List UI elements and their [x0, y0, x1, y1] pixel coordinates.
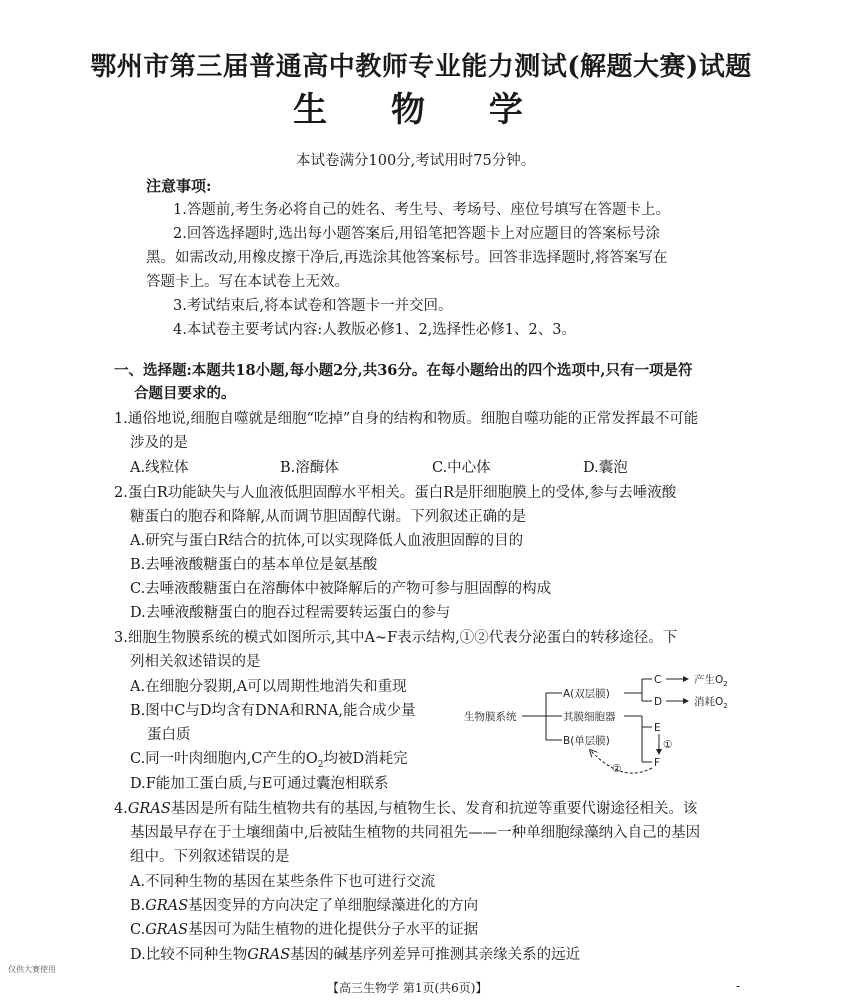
- q2-option-b: B.去唾液酸糖蛋白的基本单位是氨基酸: [130, 557, 378, 573]
- diagram-node-d: D: [654, 696, 663, 708]
- q2-stem-line2: 糖蛋白的胞吞和降解,从而调节胆固醇代谢。下列叙述正确的是: [130, 509, 527, 525]
- q2-stem-line1: 2.蛋白R功能缺失与人血液低胆固醇水平相关。蛋白R是肝细胞膜上的受体,参与去唾液酸: [114, 485, 677, 501]
- q4-option-a: A.不同种生物的基因在某些条件下也可进行交流: [130, 874, 436, 890]
- q4-option-d: D.比较不同种生物GRAS基因的碱基序列差异可推测其亲缘关系的远近: [130, 947, 581, 963]
- q4-stem-line2: 基因最早存在于土壤细菌中,后被陆生植物的共同祖先——一种单细胞绿藻纳入自己的基因: [130, 825, 701, 841]
- note-line-3: 黑。如需改动,用橡皮擦干净后,再选涂其他答案标号。回答非选择题时,将答案写在: [146, 250, 668, 266]
- q3-option-b-line1: B.图中C与D均含有DNA和RNA,能合成少量: [130, 703, 416, 719]
- q3-option-b-line2: 蛋白质: [147, 727, 191, 743]
- diagram-node-f: F: [654, 757, 661, 769]
- diagram-node-organelle: 其膜细胞器: [563, 711, 616, 723]
- diagram-path-2-label: ②: [612, 763, 622, 775]
- diagram-path-1-label: ①: [663, 739, 673, 751]
- exam-info: 本试卷满分100分,考试用时75分钟。: [296, 153, 536, 169]
- q2-option-d: D.去唾液酸糖蛋白的胞吞过程需要转运蛋白的参与: [130, 605, 451, 621]
- membrane-system-diagram: [462, 668, 742, 780]
- q3-option-c: C.同一叶肉细胞内,C产生的$O_2$均被D消耗完: [130, 751, 408, 770]
- exam-title: 鄂州市第三届普通高中教师专业能力测试(解题大赛)试题: [90, 52, 752, 82]
- note-line-1: 1.答题前,考生务必将自己的姓名、考生号、考场号、座位号填写在答题卡上。: [173, 202, 670, 218]
- section-heading-line1: 一、选择题:本题共18小题,每小题2分,共36分。在每小题给出的四个选项中,只有一项是符: [114, 362, 693, 379]
- note-line-5: 3.考试结束后,将本试卷和答题卡一并交回。: [173, 298, 453, 314]
- q4-stem-line3: 组中。下列叙述错误的是: [130, 849, 290, 865]
- diagram-node-e: E: [654, 722, 661, 734]
- note-line-6: 4.本试卷主要考试内容:人教版必修1、2,选择性必修1、2、3。: [173, 322, 576, 338]
- page-footer: 【高三生物学 第1页(共6页)】: [327, 981, 488, 995]
- diagram-root-label: 生物膜系统: [464, 711, 517, 723]
- diagram-node-a: A(双层膜): [563, 688, 610, 700]
- q3-option-a: A.在细胞分裂期,A可以周期性地消失和重现: [130, 679, 407, 695]
- q4-stem-line1: 4.GRAS基因是所有陆生植物共有的基因,与植物生长、发育和抗逆等重要代谢途径相关。该: [114, 801, 698, 817]
- section-heading-line2: 合题目要求的。: [134, 385, 236, 402]
- q3-stem-line2: 列相关叙述错误的是: [130, 654, 261, 670]
- notes-heading: 注意事项:: [146, 177, 212, 195]
- q3-stem-line1: 3.细胞生物膜系统的模式如图所示,其中A~F表示结构,①②代表分泌蛋白的转移途径。下: [114, 630, 678, 646]
- q1-option-a: A.线粒体: [130, 460, 189, 476]
- q3-option-d: D.F能加工蛋白质,与E可通过囊泡相联系: [130, 776, 389, 792]
- q1-option-b: B.溶酶体: [280, 460, 339, 476]
- q1-stem-line2: 涉及的是: [130, 435, 188, 451]
- q2-option-a: A.研究与蛋白R结合的抗体,可以实现降低人血液胆固醇的目的: [130, 533, 524, 549]
- watermark-text: 仅供大赛使用: [8, 965, 56, 974]
- q1-option-d: D.囊泡: [583, 460, 628, 476]
- note-line-2: 2.回答选择题时,选出每小题答案后,用铅笔把答题卡上对应题目的答案标号涂: [173, 226, 661, 242]
- q4-option-b: B.GRAS基因变异的方向决定了单细胞绿藻进化的方向: [130, 898, 479, 914]
- footer-mark: -: [736, 979, 741, 993]
- diagram-node-c: C: [654, 674, 662, 686]
- q4-option-c: C.GRAS基因可为陆生植物的进化提供分子水平的证据: [130, 922, 479, 938]
- q1-stem-line1: 1.通俗地说,细胞自噬就是细胞“吃掉”自身的结构和物质。细胞自噬功能的正常发挥最不可能: [114, 411, 699, 427]
- diagram-node-b: B(单层膜): [563, 735, 610, 747]
- diagram-produce-label: 产生$O_2$: [694, 674, 728, 688]
- subject-title: 生 物 学: [293, 90, 549, 130]
- note-line-4: 答题卡上。写在本试卷上无效。: [146, 274, 349, 290]
- diagram-consume-label: 消耗$O_2$: [694, 696, 728, 710]
- q2-option-c: C.去唾液酸糖蛋白在溶酶体中被降解后的产物可参与胆固醇的构成: [130, 581, 552, 597]
- q1-option-c: C.中心体: [432, 460, 491, 476]
